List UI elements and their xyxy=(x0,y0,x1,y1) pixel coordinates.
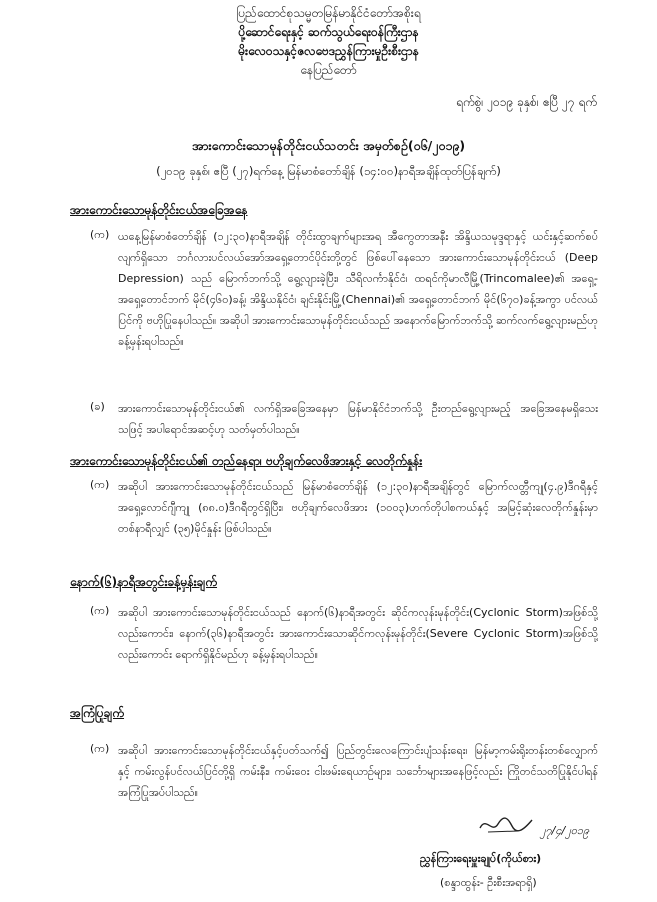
bulletin-title: အားကောင်းသောမုန်တိုင်းငယ်သတင်း အမှတ်စဉ်(၀၆/၂၀၁၉) xyxy=(191,138,466,153)
section-heading-status: အားကောင်းသောမုန်တိုင်းငယ်အခြေအနေ xyxy=(70,203,248,217)
section-heading-advice: အကြံပြုချက် xyxy=(70,706,125,720)
section-heading-location: အားကောင်းသောမုန်တိုင်းငယ်၏ တည်နေရာ၊ ဗဟိုချက်လေဖိအားနှင့် လေတိုက်နှုန်း xyxy=(70,454,423,468)
bulletin-subtitle: (၂၀၁၉ ခုနှစ်၊ ဧပြီ (၂၇)ရက်နေ့ မြန်မာစံတော်ချိန် (၁၄:၀၀)နာရီအချိန်ထုတ်ပြန်ချက်) xyxy=(156,164,501,178)
letterhead-line-4: နေပြည်တော် xyxy=(300,63,357,77)
letterhead-line-1: ပြည်ထောင်စုသမ္မတမြန်မာနိုင်ငံတော်အစိုးရ xyxy=(236,6,421,20)
section-heading-forecast: နောက်(၆)နာရီအတွင်းခန့်မှန်းချက် xyxy=(70,575,218,589)
document-date: ရက်စွဲ၊ ၂၀၁၉ ခုနှစ်၊ ဧပြီ ၂၇ ရက် xyxy=(456,95,597,109)
signature-scribble xyxy=(478,814,534,836)
letterhead xyxy=(0,4,657,80)
paragraph-status-b: အားကောင်းသောမုန်တိုင်းငယ်၏ လက်ရှိအခြေအနေမှာ မြန်မာနိုင်ငံဘက်သို့ ဦးတည်ရွေ့လျားမည့် အခြေအနေမရှိသေးသဖြင့် အပါရောင်အဆင့်ဟု သတ်မှတ်ပါသည်။ xyxy=(118,402,598,436)
paragraph-number: (က) xyxy=(90,742,110,755)
paragraph-number: (က) xyxy=(90,228,110,241)
paragraph-number: (ခ) xyxy=(90,400,105,413)
signatory-title: ညွှန်ကြားရေးမှူးချုပ်(ကိုယ်စား) xyxy=(420,852,542,865)
signature-date: ၂၇/၄/၂၀၁၉ xyxy=(540,824,590,837)
letterhead-line-3: မိုးလေဝသနှင့်ဇလဗေဒညွှန်ကြားမှုဦးစီးဌာန xyxy=(238,44,419,58)
paragraph-status-a: ယနေ့မြန်မာစံတော်ချိန် (၁၂:၃၀)နာရီအချိန် တိုင်းထွာချက်များအရ အီကွေတာအနီး အိန္ဒိယသမုဒ္ဒရာနှင့် ယင်းနှင့်ဆက်စပ်လျက်ရှိသော ဘင်္ဂလားပင်လယ်အော်အရှေ့တောင်ပိုင်းတို့တွင် ဖြစ်ပေါ်နေသော အားကောင်းသောမုန်တိုင်းငယ် (Deep Depression) သည် မြောက်ဘက်သို့ ရွေ့လျားခဲ့ပြီး၊ သီရိလင်္ကာနိုင်ငံ၊ ထရင်ကိုမာလီမြို့(Trincomalee)၏ အရှေ့-အရှေ့တောင်ဘက် မိုင်(၄၆၀)ခန့်၊ အိန္ဒိယနိုင်ငံ၊ ချင်းနိုင်းမြို့(Chennai)၏ အရှေ့တောင်ဘက် မိုင်(၆၇၀)ခန့်အကွာ ပင်လယ်ပြင်ကို ဗဟိုပြုနေပါသည်။ အဆိုပါ အားကောင်းသောမုန်တိုင်းငယ်သည် အနောက်မြောက်ဘက်သို့ ဆက်လက်ရွေ့လျားမည်ဟု ခန့်မှန်းရပါသည်။ xyxy=(118,230,598,348)
paragraph-forecast-a: အဆိုပါ အားကောင်းသောမုန်တိုင်းငယ်သည် နောက်(၆)နာရီအတွင်း ဆိုင်ကလုန်းမုန်တိုင်း(Cyclonic Storm)အဖြစ်သို့လည်းကောင်း၊ နောက်(၃၆)နာရီအတွင်း အားကောင်းသောဆိုင်ကလုန်းမုန်တိုင်း(Severe Cyclonic Storm)အဖြစ်သို့လည်းကောင်း ရောက်ရှိနိုင်မည်ဟု ခန့်မှန်းရပါသည်။ xyxy=(118,606,598,661)
signatory-name: (စန္ဒာထွန်း- ဦးစီးအရာရှိ) xyxy=(440,876,537,889)
paragraph-number: (က) xyxy=(90,604,110,617)
paragraph-advice-a: အဆိုပါ အားကောင်းသောမုန်တိုင်းငယ်နှင့်ပတ်သက်၍ ပြည်တွင်းလေကြောင်းပျံသန်းရေး၊ မြန်မာ့ကမ်းရိုးတန်းတစ်လျှောက်နှင့် ကမ်းလွန်ပင်လယ်ပြင်တို့ရှိ ကမ်းနီး၊ ကမ်းဝေး ငါးဖမ်းရေယာဉ်များ၊ သင်္ဘောများအနေဖြင့်လည်း ကြိုတင်သတိပြုနိုင်ပါရန် အကြံပြုအပ်ပါသည်။ xyxy=(118,744,598,799)
paragraph-number: (က) xyxy=(90,478,110,491)
paragraph-location-a: အဆိုပါ အားကောင်းသောမုန်တိုင်းငယ်သည် မြန်မာစံတော်ချိန် (၁၂:၃၀)နာရီအချိန်တွင် မြောက်လတ္တီကျု(၄.၉)ဒီဂရီနှင့် အရှေ့လောင်ဂျီကျု (၈၈.၀)ဒီဂရီတွင်ရှိပြီး၊ ဗဟိုချက်လေဖိအား (၁၀၀၃)ဟက်တိုပါစကယ်နှင့် အမြင့်ဆုံးလေတိုက်နှုန်းမှာ တစ်နာရီလျှင် (၃၅)မိုင်နှုန်း ဖြစ်ပါသည်။ xyxy=(118,480,598,535)
letterhead-line-2: ပို့ဆောင်ရေးနှင့် ဆက်သွယ်ရေးဝန်ကြီးဌာန xyxy=(238,25,419,39)
